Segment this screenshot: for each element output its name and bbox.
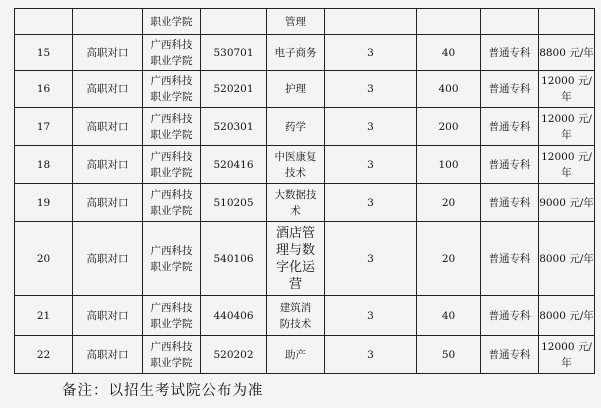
cell-quota: 100 xyxy=(417,146,481,184)
cell-program: 管理 xyxy=(267,9,325,35)
cell-level: 普通专科 xyxy=(481,296,539,336)
cell-category: 高职对口 xyxy=(73,146,143,184)
cell-years: 3 xyxy=(325,296,417,336)
cell-code: 520202 xyxy=(201,336,267,374)
cell-fee: 8000 元/年 xyxy=(539,222,595,296)
cell-code: 530701 xyxy=(201,35,267,71)
cell-level: 普通专科 xyxy=(481,146,539,184)
cell-category: 高职对口 xyxy=(73,184,143,222)
cell-program: 电子商务 xyxy=(267,35,325,71)
footnote: 备注：以招生考试院公布为准 xyxy=(62,383,264,399)
cell-school: 广西科技 职业学院 xyxy=(143,296,201,336)
cell-no: 22 xyxy=(15,336,73,374)
cell-school: 职业学院 xyxy=(143,9,201,35)
cell-fee: 12000 元/年 xyxy=(539,71,595,108)
cell-level: 普通专科 xyxy=(481,35,539,71)
table-row xyxy=(15,222,595,296)
cell-fee: 9000 元/年 xyxy=(539,184,595,222)
cell-quota: 20 xyxy=(417,184,481,222)
cell-quota: 400 xyxy=(417,71,481,108)
cell-no: 16 xyxy=(15,71,73,108)
cell-fee: 8000 元/年 xyxy=(539,296,595,336)
cell-years: 3 xyxy=(325,71,417,108)
cell-code: 540106 xyxy=(201,222,267,296)
cell-level: 普通专科 xyxy=(481,71,539,108)
cell-no: 18 xyxy=(15,146,73,184)
cell-code: 520201 xyxy=(201,71,267,108)
cell-code: 520416 xyxy=(201,146,267,184)
cell-code xyxy=(201,9,267,35)
cell-school: 广西科技 职业学院 xyxy=(143,108,201,146)
cell-school: 广西科技 职业学院 xyxy=(143,336,201,374)
cell-school: 广西科技 职业学院 xyxy=(143,71,201,108)
cell-years xyxy=(325,9,417,35)
cell-level: 普通专科 xyxy=(481,336,539,374)
table-row xyxy=(15,71,595,108)
cell-school: 广西科技 职业学院 xyxy=(143,222,201,296)
cell-program: 建筑消 防技术 xyxy=(267,296,325,336)
cell-category xyxy=(73,9,143,35)
admissions-table xyxy=(14,8,595,374)
cell-program: 助产 xyxy=(267,336,325,374)
cell-quota: 40 xyxy=(417,35,481,71)
cell-no: 17 xyxy=(15,108,73,146)
cell-years: 3 xyxy=(325,184,417,222)
cell-code: 440406 xyxy=(201,296,267,336)
cell-years: 3 xyxy=(325,108,417,146)
cell-years: 3 xyxy=(325,35,417,71)
cell-years: 3 xyxy=(325,336,417,374)
cell-program: 中医康复 技术 xyxy=(267,146,325,184)
cell-quota: 200 xyxy=(417,108,481,146)
table-row xyxy=(15,336,595,374)
table-row-top xyxy=(15,9,595,35)
cell-no: 15 xyxy=(15,35,73,71)
cell-code: 510205 xyxy=(201,184,267,222)
cell-school: 广西科技 职业学院 xyxy=(143,35,201,71)
cell-fee xyxy=(539,9,595,35)
cell-fee: 12000 元/年 xyxy=(539,336,595,374)
cell-fee: 8800 元/年 xyxy=(539,35,595,71)
cell-program: 酒店管 理与数 字化运 营 xyxy=(267,222,325,296)
cell-school: 广西科技 职业学院 xyxy=(143,146,201,184)
cell-quota: 40 xyxy=(417,296,481,336)
table-row xyxy=(15,108,595,146)
cell-level: 普通专科 xyxy=(481,222,539,296)
cell-years: 3 xyxy=(325,146,417,184)
cell-school: 广西科技 职业学院 xyxy=(143,184,201,222)
cell-category: 高职对口 xyxy=(73,296,143,336)
table-body xyxy=(15,9,595,374)
cell-no: 19 xyxy=(15,184,73,222)
cell-program: 护理 xyxy=(267,71,325,108)
cell-fee: 12000 元/年 xyxy=(539,146,595,184)
cell-level: 普通专科 xyxy=(481,108,539,146)
cell-category: 高职对口 xyxy=(73,108,143,146)
cell-program: 药学 xyxy=(267,108,325,146)
table-row xyxy=(15,146,595,184)
cell-quota: 20 xyxy=(417,222,481,296)
cell-no: 21 xyxy=(15,296,73,336)
cell-category: 高职对口 xyxy=(73,222,143,296)
table-row xyxy=(15,184,595,222)
cell-category: 高职对口 xyxy=(73,35,143,71)
cell-level: 普通专科 xyxy=(481,184,539,222)
cell-level xyxy=(481,9,539,35)
table-row xyxy=(15,35,595,71)
table-row xyxy=(15,296,595,336)
cell-quota xyxy=(417,9,481,35)
cell-code: 520301 xyxy=(201,108,267,146)
cell-no xyxy=(15,9,73,35)
cell-fee: 12000 元/年 xyxy=(539,108,595,146)
cell-years: 3 xyxy=(325,222,417,296)
cell-category: 高职对口 xyxy=(73,336,143,374)
cell-program: 大数据技 术 xyxy=(267,184,325,222)
cell-quota: 50 xyxy=(417,336,481,374)
cell-no: 20 xyxy=(15,222,73,296)
cell-category: 高职对口 xyxy=(73,71,143,108)
